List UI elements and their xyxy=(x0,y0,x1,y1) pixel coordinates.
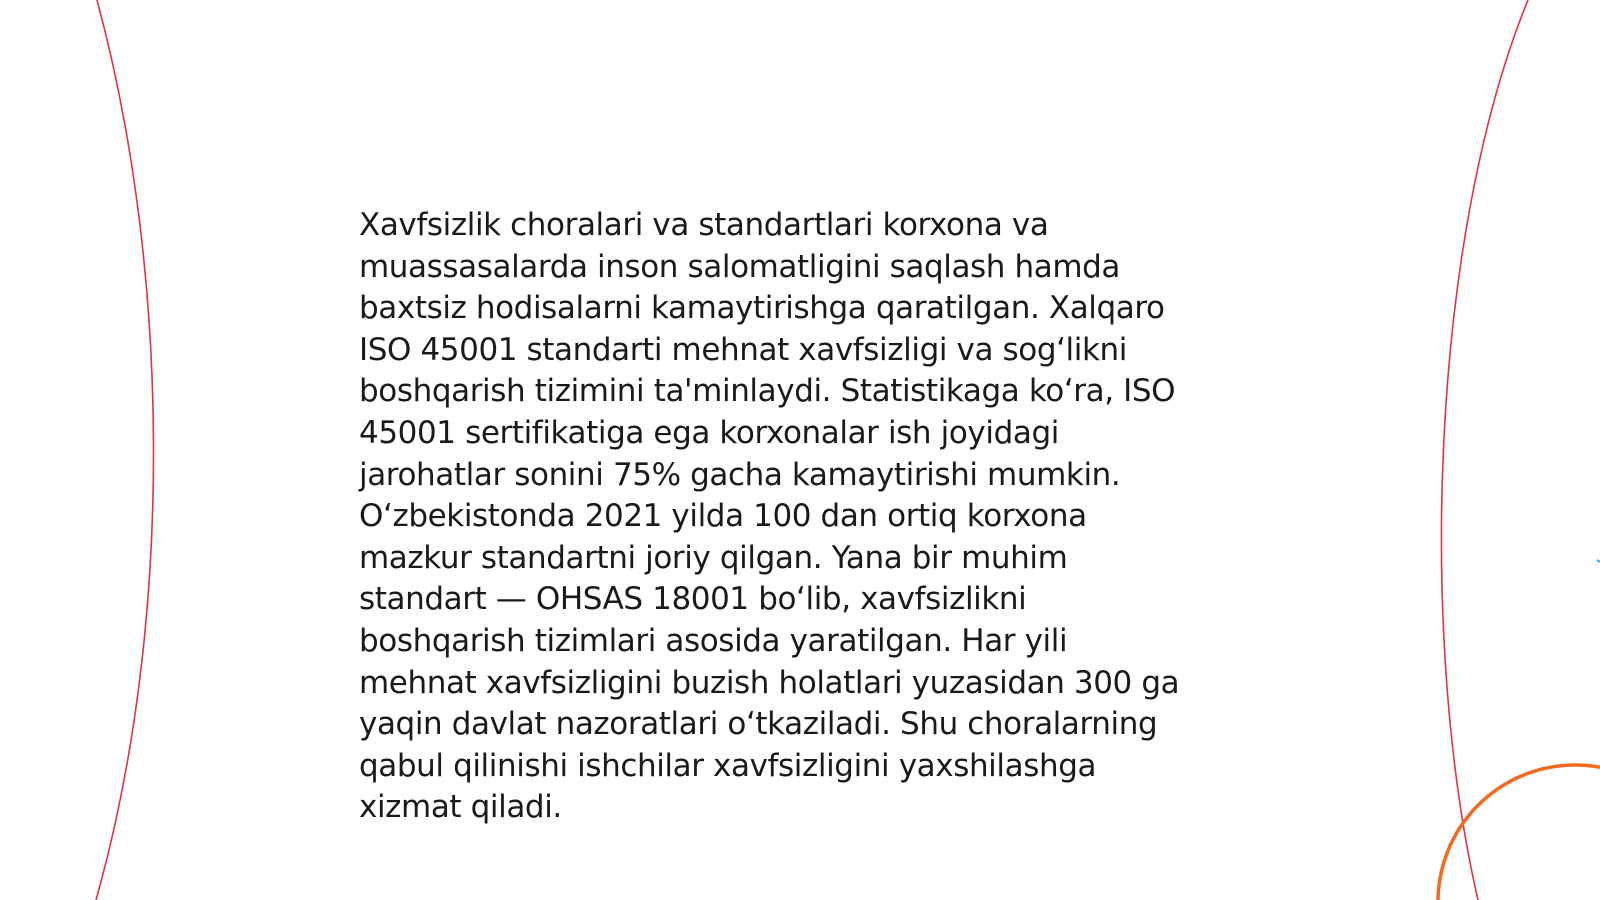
right-red-arc xyxy=(1441,0,1528,900)
body-paragraph: Xavfsizlik choralari va standartlari korxona va muassasalarda inson salomatligini saqlash hamda baxtsiz hodisalarni kamaytirishga qaratilgan. Xalqaro ISO 45001 standarti mehnat xavfsizligi va sog‘likni boshqarish tizimini ta'minlaydi. Statistikaga ko‘ra, ISO 45001 sertifikatiga ega korxonalar ish joyidagi jarohatlar sonini 75% gacha kamaytirishi mumkin. O‘zbekistonda 2021 yilda 100 dan ortiq korxona mazkur standartni joriy qilgan. Yana bir muhim standart — OHSAS 18001 bo‘lib, xavfsizlikni boshqarish tizimlari asosida yaratilgan. Har yili mehnat xavfsizligini buzish holatlari yuzasidan 300 ga yaqin davlat nazoratlari o‘tkaziladi. Shu choralarning qabul qilinishi ishchilar xavfsizligini yaxshilashga xizmat qiladi. xyxy=(359,207,1180,826)
left-red-arc xyxy=(96,0,154,900)
orange-ring xyxy=(1438,765,1600,900)
